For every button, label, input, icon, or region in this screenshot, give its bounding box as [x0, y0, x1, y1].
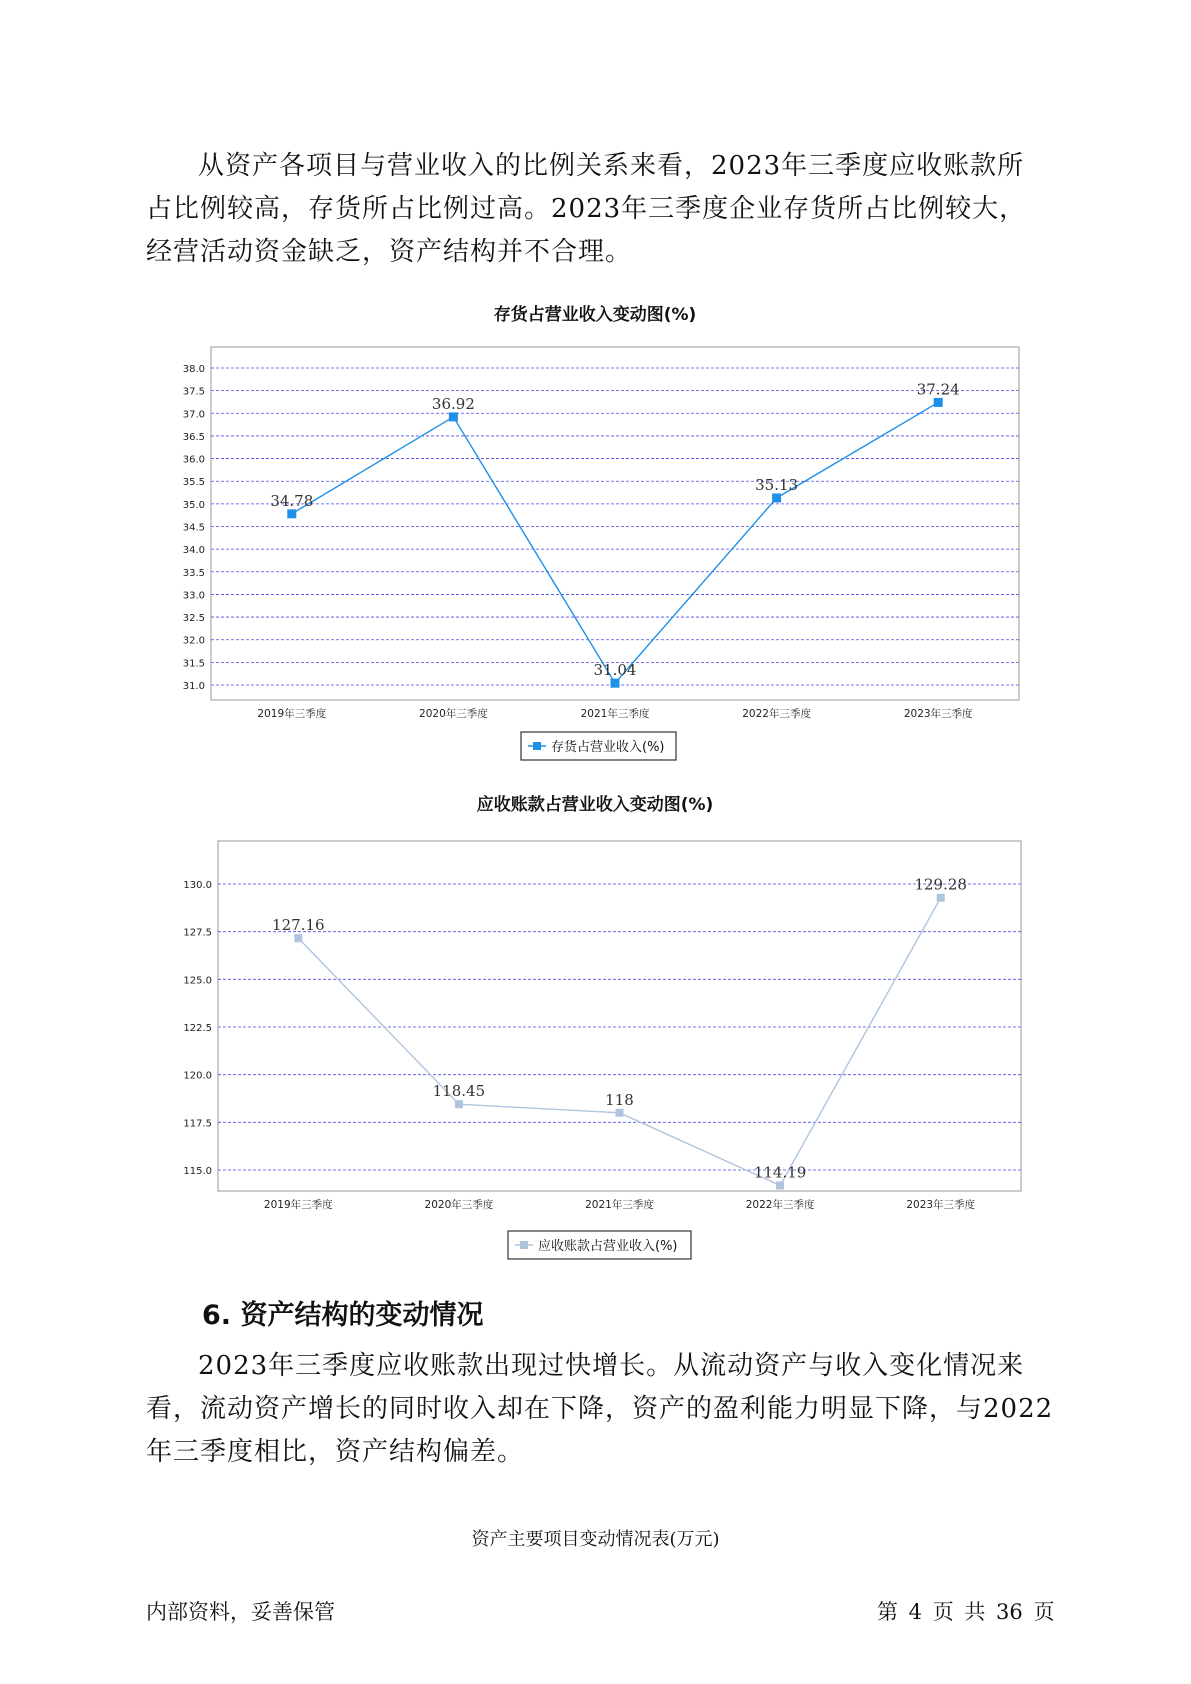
y-tick-label: 122.5 [183, 1023, 212, 1034]
section-heading: 6. 资产结构的变动情况 [202, 1300, 484, 1331]
x-tick-label: 2022年三季度 [745, 1199, 815, 1211]
chart-title: 应收账款占营业收入变动图(%) [476, 795, 714, 815]
data-label: 114.19 [753, 1163, 807, 1182]
paragraph-line: 年三季度相比，资产结构偏差。 [146, 1437, 525, 1467]
y-tick-label: 31.0 [182, 681, 205, 692]
y-tick-label: 35.5 [182, 477, 205, 489]
data-point [287, 509, 296, 518]
y-tick-label: 31.5 [182, 658, 205, 670]
data-label: 35.13 [755, 475, 799, 494]
data-label: 37.24 [916, 380, 960, 399]
paragraph-line: 2023年三季度应收账款出现过快增长。从流动资产与收入变化情况来 [198, 1351, 1025, 1381]
data-label: 36.92 [431, 394, 475, 413]
y-tick-label: 117.5 [183, 1118, 212, 1130]
plot-area [211, 347, 1019, 700]
paragraph-line: 看，流动资产增长的同时收入却在下降，资产的盈利能力明显下降，与2022 [146, 1394, 1054, 1424]
data-point [455, 1100, 463, 1108]
data-point [616, 1109, 624, 1117]
plot-area [218, 841, 1021, 1191]
data-point [937, 894, 945, 902]
x-tick-label: 2021年三季度 [585, 1199, 654, 1211]
paragraph-line: 从资产各项目与营业收入的比例关系来看，2023年三季度应收账款所 [198, 151, 1025, 181]
data-label: 127.16 [272, 916, 325, 935]
y-tick-label: 36.0 [182, 454, 205, 466]
legend-label: 应收账款占营业收入(%) [538, 1239, 678, 1254]
data-point [449, 412, 458, 421]
data-label: 129.28 [914, 875, 967, 894]
y-tick-label: 32.0 [182, 635, 205, 647]
legend-marker [520, 1241, 528, 1249]
data-label: 118 [605, 1090, 634, 1109]
intro-paragraph [146, 145, 1046, 274]
data-label: 31.04 [593, 661, 637, 680]
x-tick-label: 2019年三季度 [257, 708, 327, 720]
y-tick-label: 115.0 [183, 1166, 212, 1177]
y-tick-label: 35.0 [182, 499, 205, 511]
inventory-ratio-chart [0, 300, 1191, 780]
y-tick-label: 130.0 [183, 880, 212, 891]
y-tick-label: 120.0 [183, 1070, 212, 1082]
chart-title: 存货占营业收入变动图(%) [493, 305, 697, 325]
structure-paragraph [146, 1345, 1054, 1474]
y-tick-label: 33.5 [182, 567, 205, 579]
y-tick-label: 37.0 [182, 409, 205, 421]
data-label: 118.45 [432, 1082, 486, 1101]
y-tick-label: 37.5 [182, 386, 205, 398]
data-point [611, 679, 620, 688]
receivables-ratio-chart [0, 790, 1191, 1270]
y-tick-label: 32.5 [182, 613, 205, 625]
y-tick-label: 125.0 [183, 975, 212, 987]
legend-label: 存货占营业收入(%) [551, 740, 665, 755]
footer-confidential: 内部资料，妥善保管 [146, 1600, 335, 1624]
x-tick-label: 2019年三季度 [263, 1199, 333, 1211]
x-tick-label: 2022年三季度 [742, 708, 811, 720]
y-tick-label: 38.0 [182, 364, 205, 375]
x-tick-label: 2021年三季度 [580, 708, 650, 720]
data-point [294, 934, 302, 942]
footer-page-number: 第 4 页 共 36 页 [877, 1600, 1055, 1624]
paragraph-line: 经营活动资金缺乏，资产结构并不合理。 [146, 237, 633, 267]
y-tick-label: 34.0 [182, 545, 205, 557]
receivables-ratio-chart-svg [0, 790, 1191, 1270]
x-tick-label: 2020年三季度 [419, 708, 488, 720]
data-point [934, 398, 943, 407]
inventory-ratio-chart-svg [0, 300, 1191, 780]
legend-marker [533, 742, 541, 750]
y-tick-label: 127.5 [183, 927, 212, 939]
x-tick-label: 2023年三季度 [906, 1199, 976, 1211]
y-tick-label: 34.5 [182, 522, 205, 534]
y-tick-label: 36.5 [182, 431, 205, 443]
data-point [776, 1181, 784, 1189]
x-tick-label: 2023年三季度 [903, 708, 973, 720]
y-tick-label: 33.0 [182, 590, 205, 602]
data-point [772, 493, 781, 502]
data-label: 34.78 [270, 491, 314, 510]
table-caption: 资产主要项目变动情况表(万元) [471, 1529, 720, 1550]
x-tick-label: 2020年三季度 [424, 1199, 494, 1211]
paragraph-line: 占比例较高，存货所占比例过高。2023年三季度企业存货所占比例较大， [146, 194, 1027, 224]
